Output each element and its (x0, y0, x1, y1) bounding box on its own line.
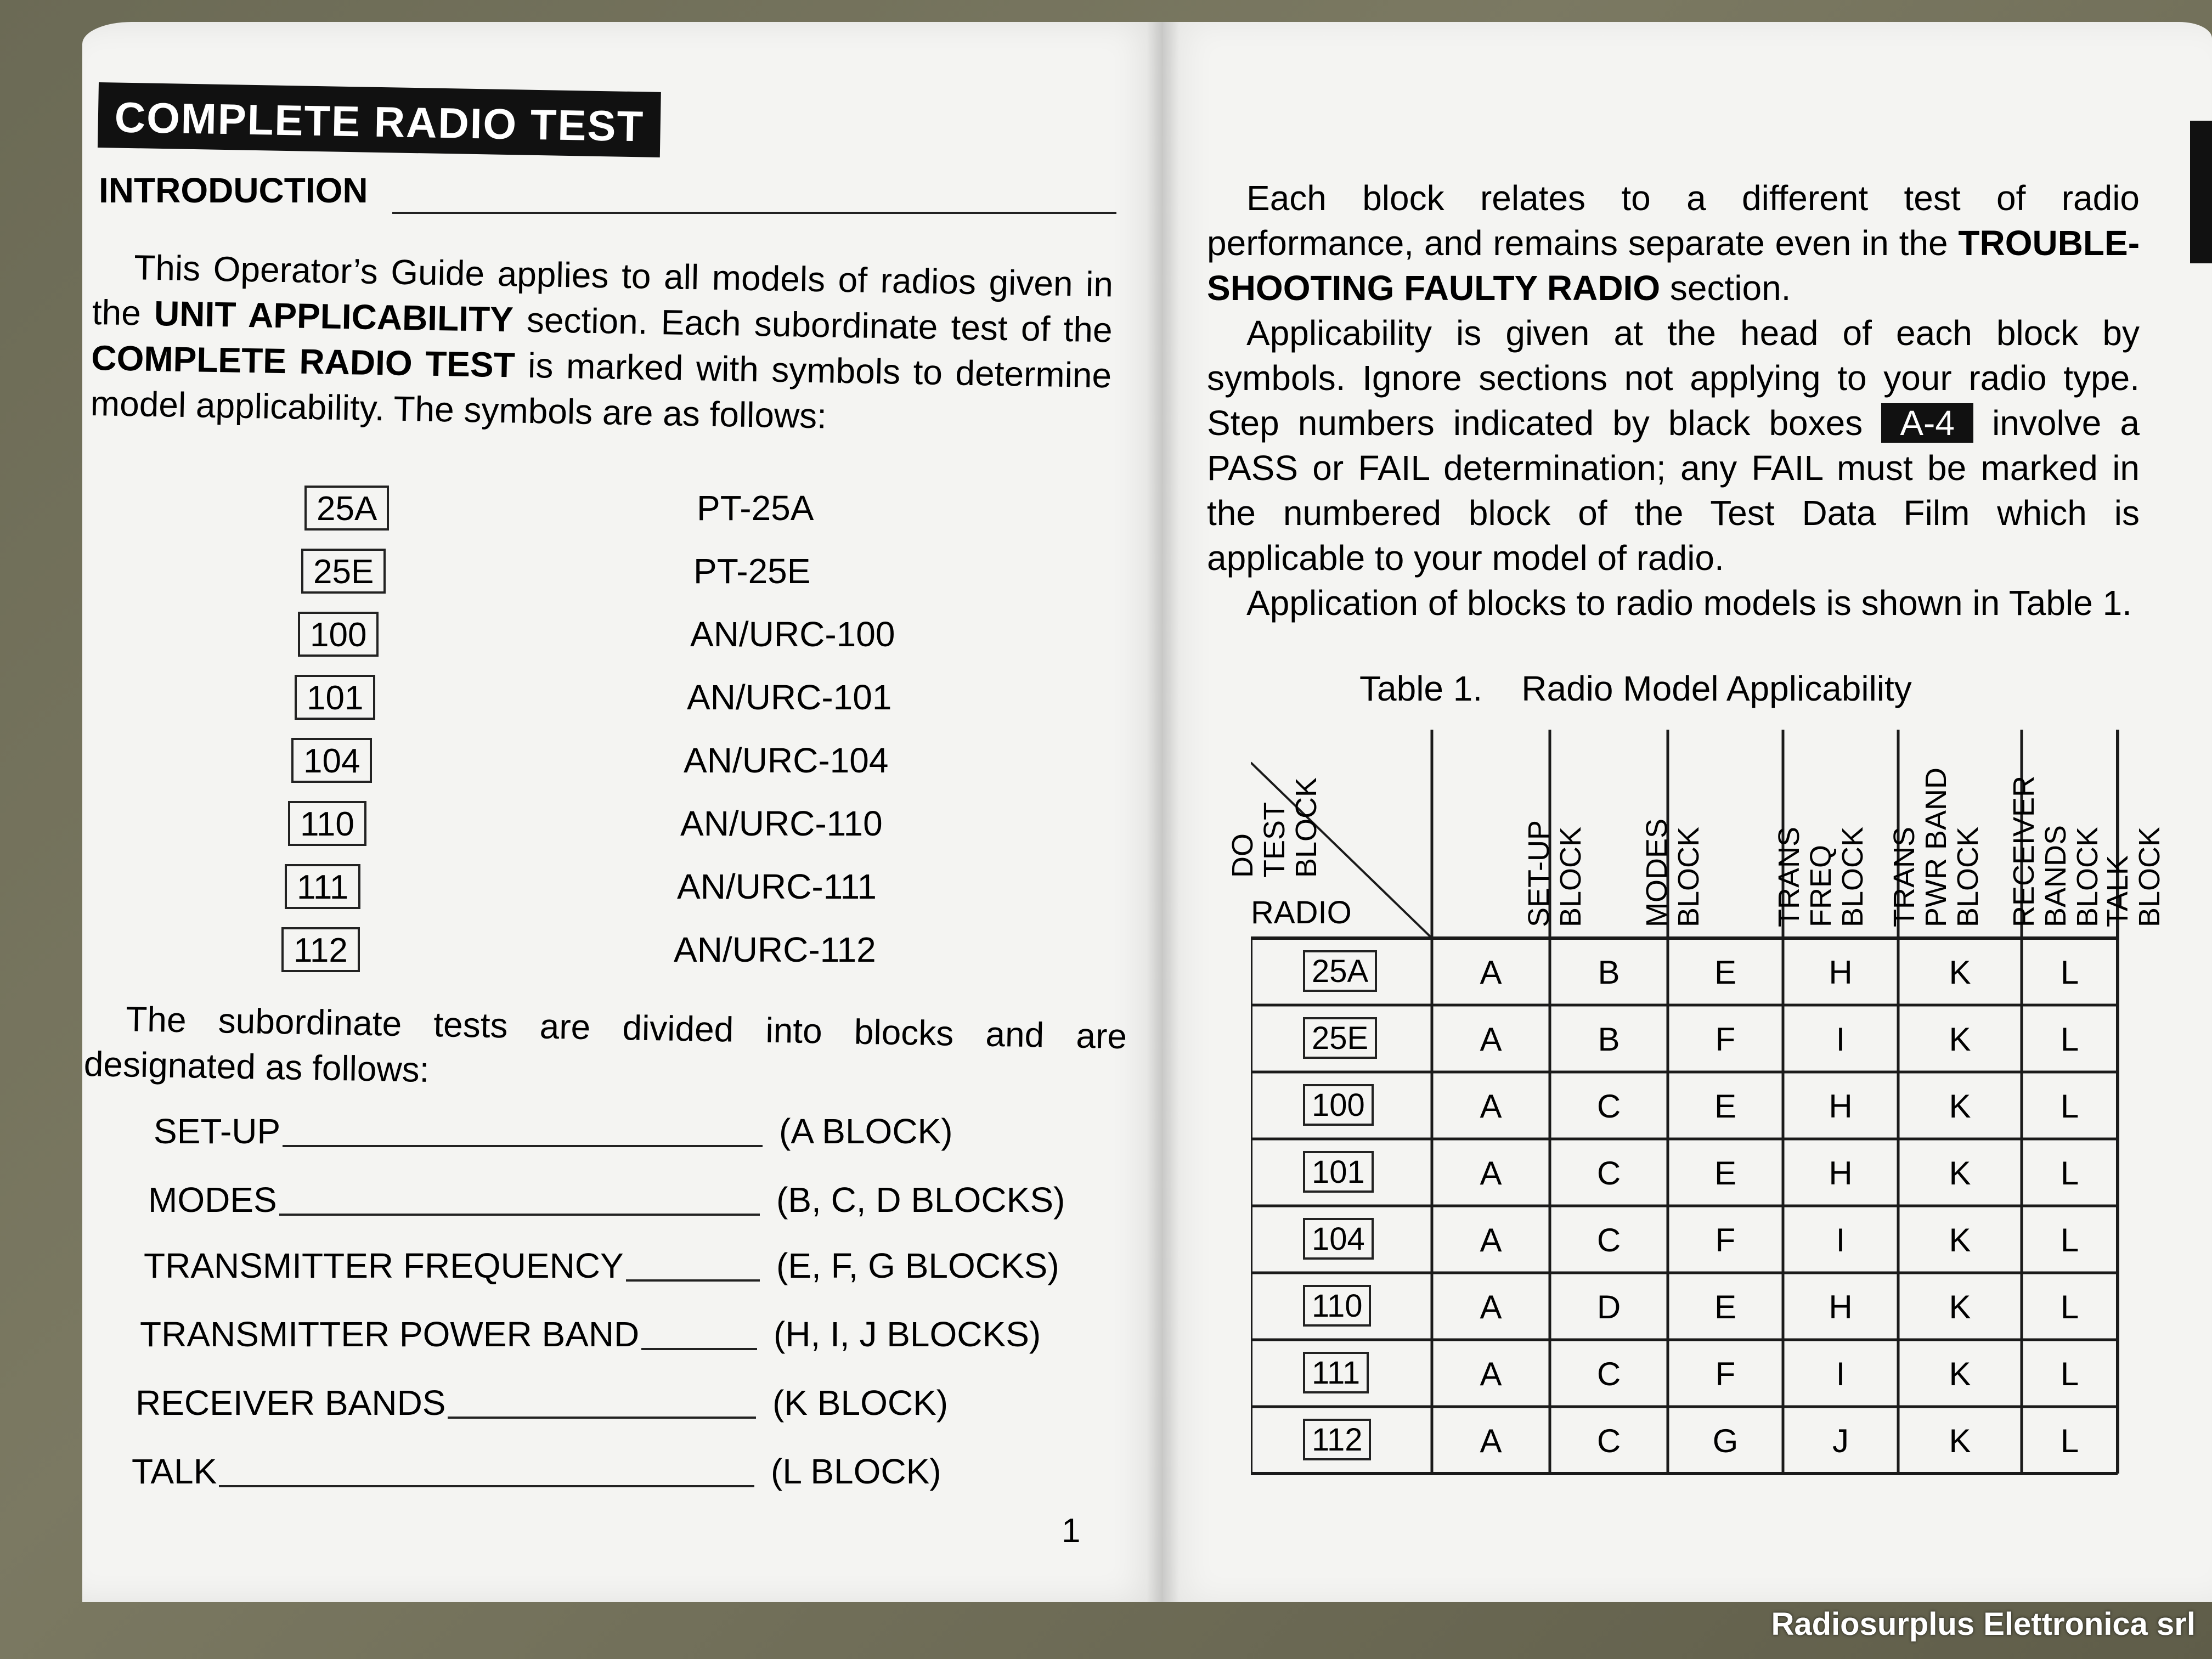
symbol-code-box: 110 (288, 801, 366, 846)
symbol-model-name: AN/URC-100 (690, 614, 895, 654)
table-cell: A (1480, 954, 1502, 991)
table-cell: C (1596, 1356, 1621, 1392)
block-letters: (E, F, G BLOCKS) (776, 1246, 1059, 1285)
symbol-model-name: AN/URC-101 (687, 678, 892, 717)
page-number: 1 (1062, 1512, 1081, 1550)
radio-code-box: 112 (1303, 1419, 1371, 1460)
column-header: TRANS PWR BAND BLOCK (1888, 767, 1984, 927)
step-number-badge: A-4 (1881, 403, 1973, 443)
table-cell: A (1480, 1289, 1502, 1325)
performance-paragraph (1207, 176, 2140, 311)
book-gutter (1147, 22, 1180, 1602)
block-category-name: TALK (132, 1452, 217, 1491)
table-cell: I (1836, 1222, 1846, 1259)
table-cell: A (1480, 1021, 1502, 1058)
table-cell: L (2060, 1155, 2079, 1192)
symbol-model-name: AN/URC-112 (674, 930, 876, 969)
table-cell: C (1596, 1088, 1621, 1125)
symbol-model-name: AN/URC-104 (684, 741, 889, 780)
leader-line (279, 1214, 760, 1216)
block-designation-row (136, 1383, 1123, 1432)
block-designation-row (140, 1314, 1127, 1363)
table-cell: L (2060, 1222, 2079, 1259)
introduction-heading: INTRODUCTION (99, 171, 368, 210)
leader-line (641, 1348, 757, 1350)
symbol-code-box: 112 (281, 927, 360, 972)
applicability-paragraph (1207, 311, 2140, 580)
table-cell: A (1480, 1222, 1502, 1259)
radio-code-box: 111 (1303, 1352, 1369, 1393)
radio-code-box: 104 (1303, 1218, 1374, 1260)
block-category-name: RECEIVER BANDS (136, 1383, 446, 1423)
leader-line (219, 1485, 754, 1487)
table-cell: L (2060, 1289, 2079, 1325)
table-cell: K (1949, 1088, 1971, 1125)
table-cell: K (1949, 1222, 1971, 1259)
heading-rule (392, 212, 1116, 214)
block-designation-row (148, 1180, 1136, 1229)
table-cell: K (1949, 1356, 1971, 1392)
symbol-model-name: AN/URC-110 (680, 804, 883, 843)
corner-radio-label: RADIO (1251, 895, 1352, 930)
symbol-model-name: PT-25E (693, 551, 811, 591)
symbol-code-box: 100 (298, 612, 379, 657)
introduction-paragraph (90, 244, 1114, 444)
radio-applicability-table (1226, 730, 2166, 1484)
table-cell: C (1596, 1423, 1621, 1459)
leader-line (448, 1417, 756, 1419)
subordinate-paragraph: The subordinate tests are divided into blocks and are designated as follows: (83, 999, 1127, 1090)
table-cell: E (1714, 1155, 1737, 1192)
table-cell: H (1829, 1289, 1853, 1325)
column-header: TALK BLOCK (2101, 826, 2166, 927)
table-cell: K (1949, 954, 1971, 991)
table-cell: H (1829, 954, 1853, 991)
intro-text: is marked with symbols to determine model applicability. The symbols are as follows: (90, 345, 1112, 436)
symbol-code-box: 101 (295, 675, 375, 720)
para-bold-troubleshooting: TROUBLE-SHOOTING FAULTY RADIO (1207, 223, 2140, 308)
table-cell: A (1480, 1088, 1502, 1125)
intro-text: section. Each subordinate test of the (513, 300, 1113, 350)
table-cell: E (1714, 1289, 1737, 1325)
table-cell: E (1714, 954, 1737, 991)
table-cell: L (2060, 1088, 2079, 1125)
table-cell: D (1596, 1289, 1621, 1325)
para-text: Applicability is given at the head of each block by symbols. Ignore sections not applying to your radio type. Step numbers indicated by black boxes (1207, 313, 2140, 443)
application-paragraph: Application of blocks to radio models is shown in Table 1. (1246, 583, 2132, 623)
table-cell: H (1829, 1155, 1853, 1192)
block-designation-row (154, 1111, 1141, 1160)
table-cell: H (1829, 1088, 1853, 1125)
block-letters: (K BLOCK) (772, 1383, 949, 1423)
table-cell: I (1836, 1021, 1846, 1058)
para-text: Each block relates to a different test of radio performance, and remains separate even in the (1207, 178, 2140, 263)
table-cell: K (1949, 1155, 1971, 1192)
table-caption-title: Radio Model Applicability (1521, 669, 1912, 708)
table-cell: G (1712, 1423, 1739, 1459)
para-text: section. (1660, 268, 1791, 308)
table-cell: E (1714, 1088, 1737, 1125)
table-cell: C (1596, 1222, 1621, 1259)
block-category-name: MODES (148, 1180, 277, 1220)
block-category-name: TRANSMITTER POWER BAND (140, 1314, 640, 1354)
symbol-code-box: 111 (285, 864, 360, 909)
symbol-model-name: AN/URC-111 (677, 867, 877, 906)
symbol-code-box: 25A (304, 486, 389, 531)
corner-do-test-block-label: DO TEST BLOCK (1226, 777, 1323, 878)
radio-code-box: 25E (1303, 1017, 1377, 1059)
table-cell: B (1598, 1021, 1620, 1058)
table-cell: L (2060, 1356, 2079, 1392)
column-header: MODES BLOCK (1640, 818, 1705, 927)
table-cell: C (1596, 1155, 1621, 1192)
block-designation-row (144, 1245, 1131, 1295)
table-cell: F (1715, 1222, 1736, 1259)
table-cell: I (1836, 1356, 1846, 1392)
intro-bold-unit-applicability: UNIT APPLICABILITY (154, 293, 514, 340)
block-letters: (B, C, D BLOCKS) (776, 1180, 1065, 1220)
symbol-model-name: PT-25A (697, 488, 814, 528)
right-paragraphs (1207, 176, 2140, 625)
symbol-code-box: 104 (291, 738, 372, 783)
table-cell: F (1715, 1021, 1736, 1058)
intro-text: This Operator’s Guide applies to all models of radios given in the (92, 247, 1114, 333)
table-cell: L (2060, 1423, 2079, 1459)
block-category-name: TRANSMITTER FREQUENCY (144, 1246, 624, 1285)
leader-line (283, 1145, 763, 1147)
radio-code-box: 100 (1303, 1084, 1374, 1126)
radio-code-box: 110 (1303, 1285, 1371, 1327)
table-cell: A (1480, 1155, 1502, 1192)
block-designation-row (132, 1451, 1119, 1500)
table-cell: K (1949, 1423, 1971, 1459)
table-caption (1359, 668, 1912, 709)
watermark: Radiosurplus Elettronica srl (1771, 1606, 2196, 1642)
table-cell: A (1480, 1356, 1502, 1392)
table-cell: A (1480, 1423, 1502, 1459)
table-cell: K (1949, 1021, 1971, 1058)
intro-bold-complete-radio-test: COMPLETE RADIO TEST (91, 337, 516, 385)
table-cell: K (1949, 1289, 1971, 1325)
table-cell: F (1715, 1356, 1736, 1392)
table-cell: L (2060, 954, 2079, 991)
section-title: COMPLETE RADIO TEST (98, 82, 661, 157)
block-letters: (L BLOCK) (771, 1452, 941, 1491)
column-header: SET-UP BLOCK (1522, 820, 1587, 927)
table-cell: J (1832, 1423, 1849, 1459)
section-edge-tab (2190, 121, 2212, 263)
symbol-code-box: 25E (301, 549, 386, 594)
leader-line (626, 1279, 760, 1282)
radio-code-box: 25A (1303, 950, 1377, 992)
column-header: TRANS FREQ BLOCK (1773, 826, 1869, 927)
table-cell: L (2060, 1021, 2079, 1058)
table-caption-number: Table 1. (1359, 669, 1483, 708)
block-letters: (H, I, J BLOCKS) (774, 1314, 1041, 1354)
block-letters: (A BLOCK) (779, 1111, 953, 1151)
column-header: RECEIVER BANDS BLOCK (2007, 775, 2104, 927)
block-category-name: SET-UP (154, 1111, 281, 1151)
para-text: involve a PASS or FAIL determination; any FAIL must be marked in the numbered block of the Test Data Film which is applicable to your model of radio. (1207, 403, 2140, 578)
table-cell: B (1598, 954, 1620, 991)
radio-code-box: 101 (1303, 1151, 1374, 1193)
